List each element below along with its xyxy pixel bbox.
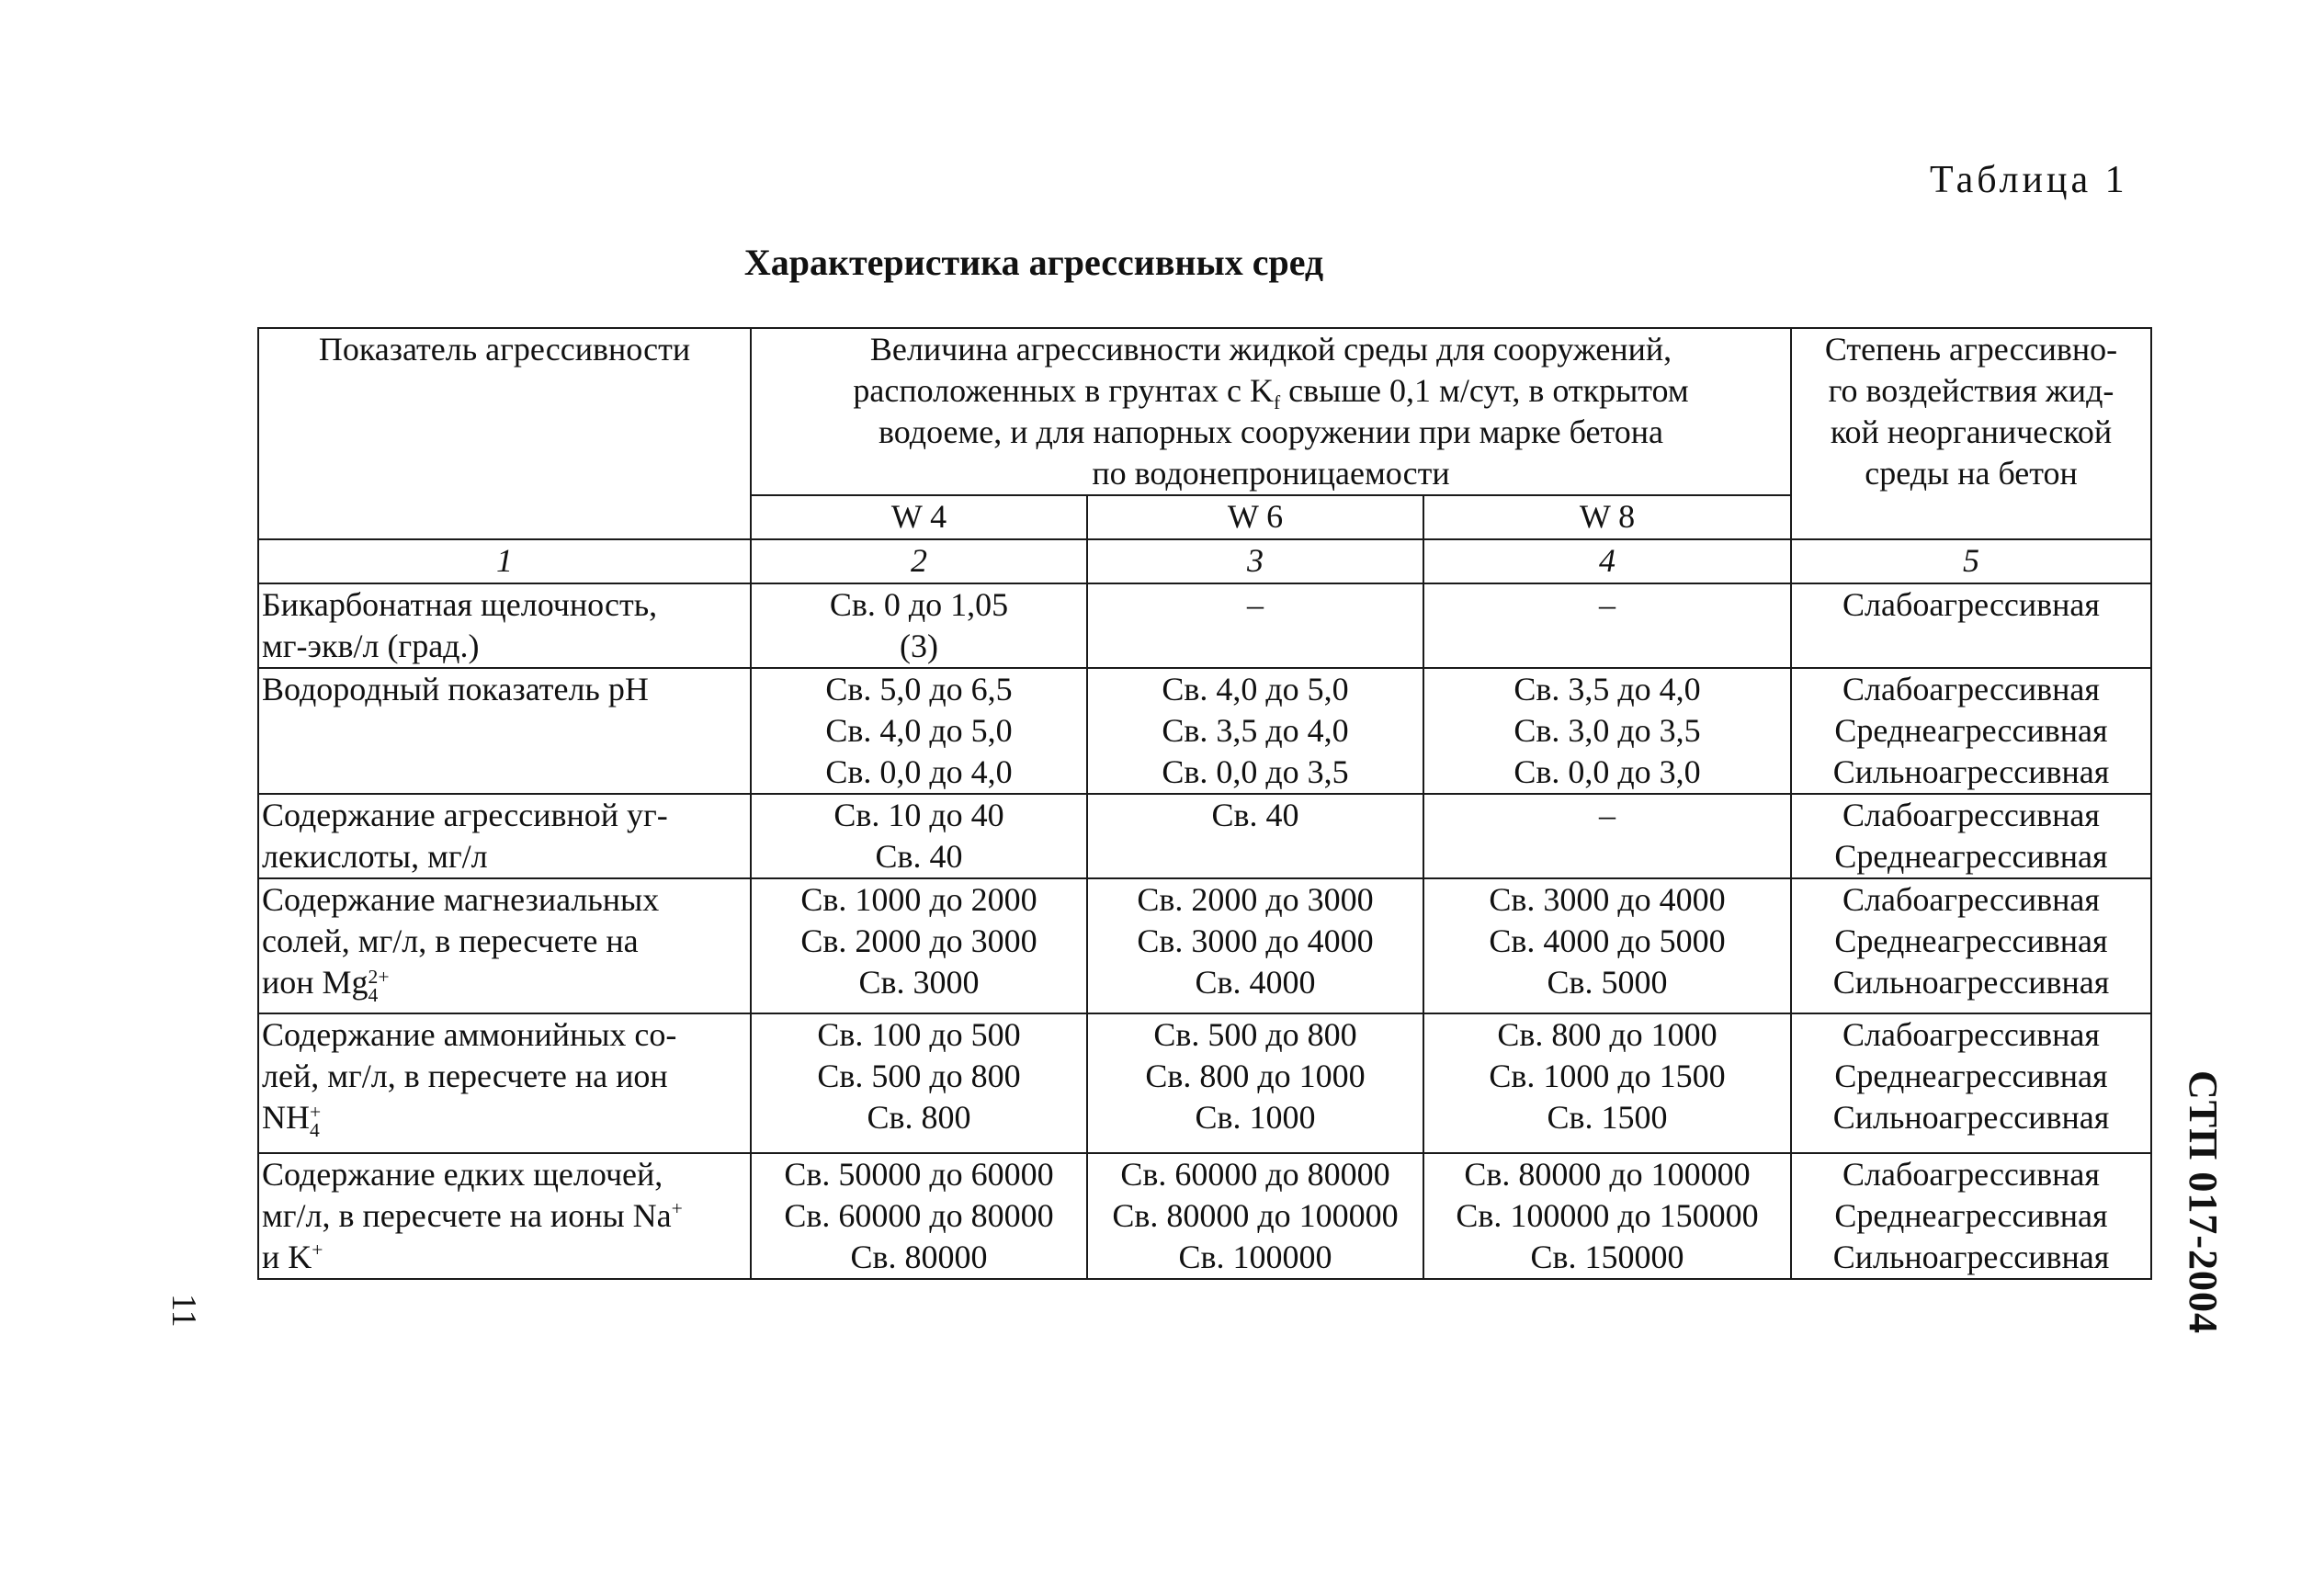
header-degree: Степень агрессивно- го воздействия жид- кой неорганической среды на бетон (1791, 328, 2151, 539)
table-title: Характеристика агрессивных сред (743, 242, 1324, 283)
degree-cell: Слабоагрессивная Среднеагрессивная Сильноагрессивная (1791, 668, 2151, 794)
table-row (258, 1013, 2151, 1153)
degree-cell: Слабоагрессивная Среднеагрессивная Сильноагрессивная (1791, 1013, 2151, 1153)
column-number: 3 (1087, 539, 1423, 583)
column-number-row (258, 539, 2151, 583)
w8-cell: – (1423, 583, 1791, 668)
column-number: 1 (258, 539, 751, 583)
w6-cell: Св. 40 (1087, 794, 1423, 878)
degree-cell: Слабоагрессивная Среднеагрессивная (1791, 794, 2151, 878)
degree-cell: Слабоагрессивная (1791, 583, 2151, 668)
degree-cell: Слабоагрессивная Среднеагрессивная Сильноагрессивная (1791, 1153, 2151, 1279)
w6-cell: Св. 500 до 800 Св. 800 до 1000 Св. 1000 (1087, 1013, 1423, 1153)
page-number: 11 (164, 1294, 203, 1328)
w6-cell: Св. 4,0 до 5,0 Св. 3,5 до 4,0 Св. 0,0 до 3,5 (1087, 668, 1423, 794)
w6-cell: Св. 60000 до 80000 Св. 80000 до 100000 Св. 100000 (1087, 1153, 1423, 1279)
indicator-cell: Содержание аммонийных со- лей, мг/л, в пересчете на ион NH + 4 (258, 1013, 751, 1153)
document-code: СТП 017-2004 (2181, 1070, 2226, 1334)
w4-cell: Св. 10 до 40 Св. 40 (751, 794, 1087, 878)
w6-cell: – (1087, 583, 1423, 668)
w8-cell: Св. 3000 до 4000 Св. 4000 до 5000 Св. 5000 (1423, 878, 1791, 1013)
header-row (258, 328, 2151, 495)
indicator-cell: Содержание агрессивной уг- лекислоты, мг/л (258, 794, 751, 878)
table-row (258, 668, 2151, 794)
table-row (258, 794, 2151, 878)
header-indicator: Показатель агрессивности (258, 328, 751, 539)
indicator-cell: Бикарбонатная щелочность, мг-экв/л (град.) (258, 583, 751, 668)
aggressive-media-table (257, 327, 2152, 1280)
column-number: 2 (751, 539, 1087, 583)
grade-w8: W 8 (1423, 495, 1791, 539)
w4-cell: Св. 50000 до 60000 Св. 60000 до 80000 Св. 80000 (751, 1153, 1087, 1279)
w4-cell: Св. 100 до 500 Св. 500 до 800 Св. 800 (751, 1013, 1087, 1153)
table-row (258, 583, 2151, 668)
column-number: 5 (1791, 539, 2151, 583)
w4-cell: Св. 0 до 1,05 (3) (751, 583, 1087, 668)
table-row (258, 1153, 2151, 1279)
w8-cell: – (1423, 794, 1791, 878)
grade-w4: W 4 (751, 495, 1087, 539)
w8-cell: Св. 800 до 1000 Св. 1000 до 1500 Св. 1500 (1423, 1013, 1791, 1153)
table-row (258, 878, 2151, 1013)
indicator-cell: Содержание магнезиальных солей, мг/л, в пересчете на ион Mg 2+ 4 (258, 878, 751, 1013)
w4-cell: Св. 1000 до 2000 Св. 2000 до 3000 Св. 3000 (751, 878, 1087, 1013)
column-number: 4 (1423, 539, 1791, 583)
grade-w6: W 6 (1087, 495, 1423, 539)
table-label: Таблица 1 (1930, 159, 2128, 201)
header-aggressiveness-value: Величина агрессивности жидкой среды для сооружений, расположенных в грунтах с $K_f$ свыше 0,1 м/сут, в открытом водоеме, и для напорных сооружении при марке бетона по водонепроницаемости (751, 328, 1791, 495)
indicator-cell: Водородный показатель рН (258, 668, 751, 794)
w4-cell: Св. 5,0 до 6,5 Св. 4,0 до 5,0 Св. 0,0 до 4,0 (751, 668, 1087, 794)
w6-cell: Св. 2000 до 3000 Св. 3000 до 4000 Св. 4000 (1087, 878, 1423, 1013)
w8-cell: Св. 3,5 до 4,0 Св. 3,0 до 3,5 Св. 0,0 до 3,0 (1423, 668, 1791, 794)
indicator-cell: Содержание едких щелочей, мг/л, в пересчете на ионы Na+ и K+ (258, 1153, 751, 1279)
degree-cell: Слабоагрессивная Среднеагрессивная Сильноагрессивная (1791, 878, 2151, 1013)
w8-cell: Св. 80000 до 100000 Св. 100000 до 150000 Св. 150000 (1423, 1153, 1791, 1279)
